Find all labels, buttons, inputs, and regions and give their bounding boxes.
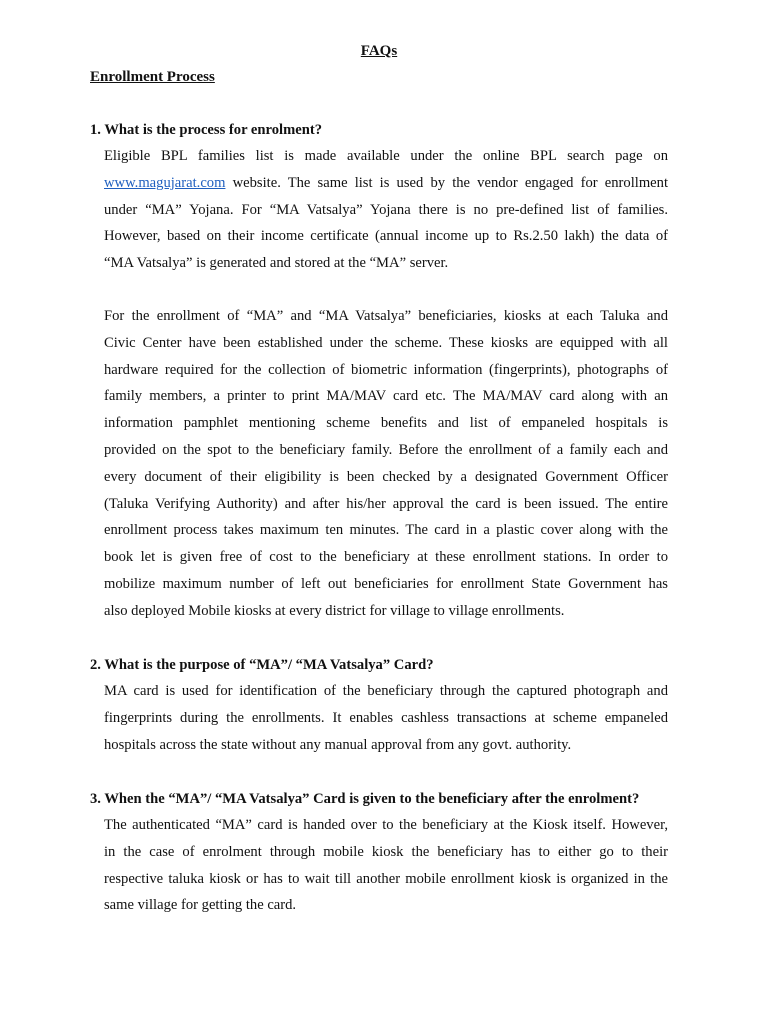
text-line: book let is given free of cost to the beneficiary at these enrollment stations. In order to — [104, 549, 668, 566]
text-line: in the case of enrolment through mobile kiosk the beneficiary has to either go to their — [104, 843, 668, 860]
section-heading: Enrollment Process — [90, 69, 215, 85]
text-line: every document of their eligibility is been checked by a designated Government Officer — [104, 468, 668, 485]
answer-1-paragraph-2 — [104, 303, 668, 625]
text-line-rest: website. The same list is used by the vendor engaged for enrollment — [232, 174, 668, 191]
question-1: 1. What is the process for enrolment? — [90, 122, 323, 138]
text-line: family members, a printer to print MA/MAV card etc. The MA/MAV card along with an — [104, 388, 668, 405]
answer-3-paragraph — [104, 812, 668, 919]
answer-2-paragraph — [104, 678, 668, 758]
text-line: respective taluka kiosk or has to wait till another mobile enrollment kiosk is organized in the — [104, 870, 668, 887]
text-line: Civic Center have been established under the scheme. These kiosks are equipped with all — [104, 334, 668, 351]
text-line: However, based on their income certificate (annual income up to Rs.2.50 lakh) the data of — [104, 228, 668, 245]
question-3: 3. When the “MA”/ “MA Vatsalya” Card is given to the beneficiary after the enrolment? — [90, 791, 640, 807]
text-line: hospitals across the state without any manual approval from any govt. authority. — [104, 736, 572, 753]
text-line: provided on the spot to the beneficiary family. Before the enrollment of a family each and — [104, 441, 668, 458]
answer-1-paragraph-1 — [104, 143, 668, 277]
text-line: same village for getting the card. — [104, 897, 297, 914]
text-line: mobilize maximum number of left out beneficiaries for enrollment State Government has — [104, 575, 668, 592]
text-line — [104, 170, 668, 197]
text-line: For the enrollment of “MA” and “MA Vatsalya” beneficiaries, kiosks at each Taluka and — [104, 308, 668, 324]
text-line: fingerprints during the enrollments. It enables cashless transactions at scheme empaneled — [104, 709, 668, 726]
text-line: Eligible BPL families list is made available under the online BPL search page on — [104, 148, 668, 164]
text-line: “MA Vatsalya” is generated and stored at the “MA” server. — [104, 255, 449, 272]
question-2: 2. What is the purpose of “MA”/ “MA Vatsalya” Card? — [90, 657, 434, 673]
text-line: under “MA” Yojana. For “MA Vatsalya” Yojana there is no pre-defined list of families. — [104, 201, 668, 218]
text-line: The authenticated “MA” card is handed over to the beneficiary at the Kiosk itself. However, — [104, 817, 668, 833]
text-line: (Taluka Verifying Authority) and after his/her approval the card is been issued. The entire — [104, 495, 668, 512]
text-line: MA card is used for identification of the beneficiary through the captured photograph and — [104, 683, 668, 699]
magujarat-link[interactable]: www.magujarat.com — [104, 174, 226, 191]
text-line: enrollment process takes maximum ten minutes. The card in a plastic cover along with the — [104, 522, 668, 539]
text-line: hardware required for the collection of biometric information (fingerprints), photographs of — [104, 361, 668, 378]
page-title: FAQs — [360, 43, 398, 59]
text-line: information pamphlet mentioning scheme benefits and list of empaneled hospitals is — [104, 415, 668, 432]
text-line: also deployed Mobile kiosks at every district for village to village enrollments. — [104, 602, 565, 619]
